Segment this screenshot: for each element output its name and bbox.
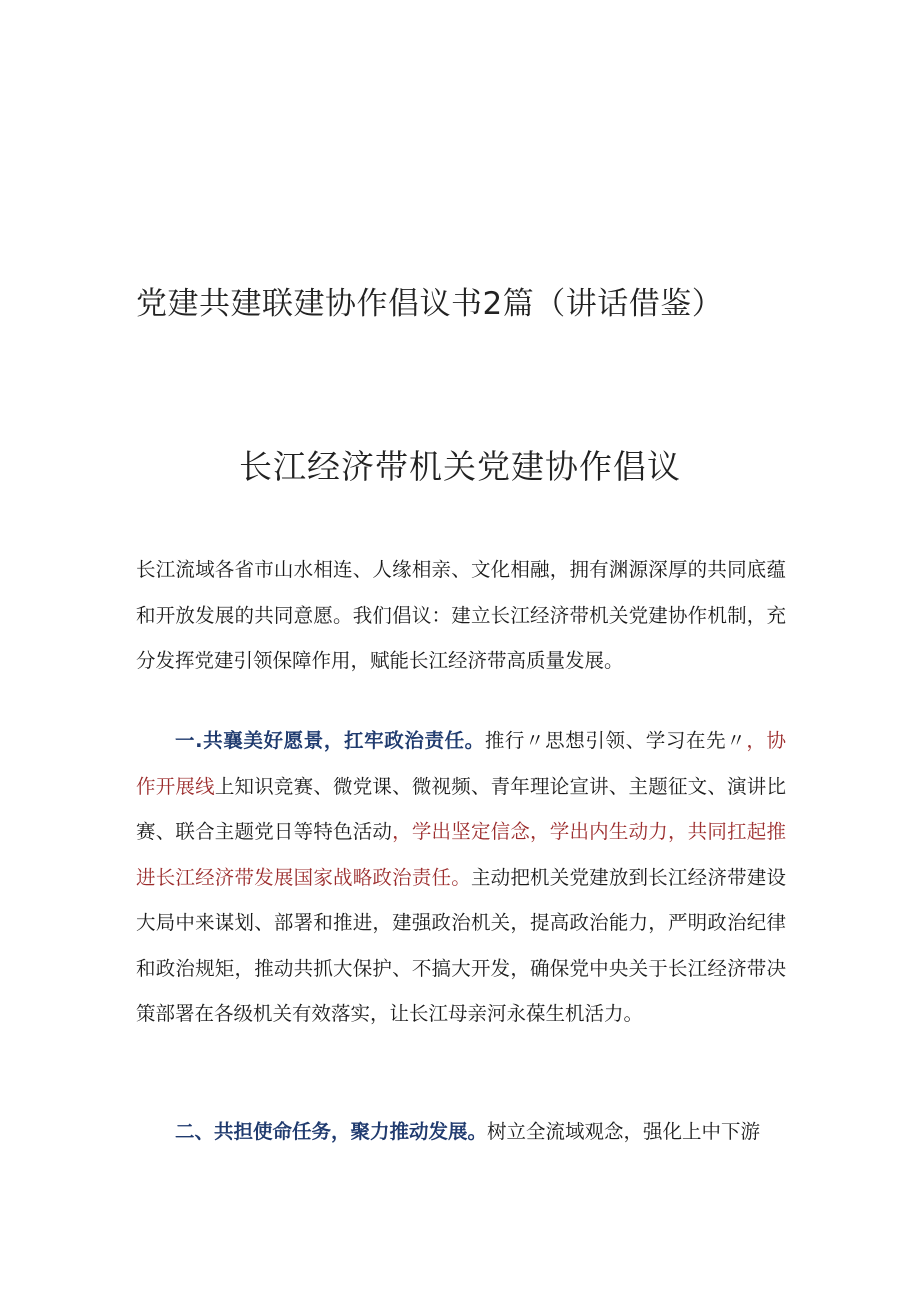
point-one-heading: 一.共襄美好愿景，扛牢政治责任。 (175, 729, 485, 752)
intro-paragraph: 长江流域各省市山水相连、人缘相亲、文化相融，拥有渊源深厚的共同底蕴和开放发展的共同意愿。我们倡议：建立长江经济带机关党建协作机制，充分发挥党建引领保障作用，赋能长江经济带高质量发展。 (136, 558, 786, 672)
document-main-title: 党建共建联建协作倡议书2篇（讲话借鉴） (136, 286, 724, 322)
point-one-emphasis-b: ，学出坚定信念，学出内生动力，共同扛起推进长江经济带发展国家战略政治责任。 (136, 820, 786, 889)
point-two-paragraph (136, 1109, 786, 1155)
point-one-emphasis-a: ，协作开展线 (136, 729, 786, 798)
point-one-paragraph (136, 718, 786, 1037)
point-two-heading: 二、共担使命任务，聚力推动发展。 (175, 1120, 488, 1143)
point-one-text-c: 主动把机关党建放到长江经济带建设大局中来谋划、部署和推进，建强政治机关，提高政治能力，严明政治纪律和政治规矩，推动共抓大保护、不搞大开发，确保党中央关于长江经济带决策部署在各级机关有效落实，让长江母亲河永葆生机活力。 (136, 865, 786, 1025)
section-title: 长江经济带机关党建协作倡议 (239, 447, 681, 486)
point-one-text-b: 上知识竞赛、微党课、微视频、青年理论宣讲、主题征文、演讲比赛、联合主题党日等特色活动 (136, 774, 786, 843)
point-two-text: 树立全流域观念，强化上中下游 (487, 1120, 761, 1143)
point-one-text-a: 推行〃思想引领、学习在先〃 (484, 729, 747, 752)
